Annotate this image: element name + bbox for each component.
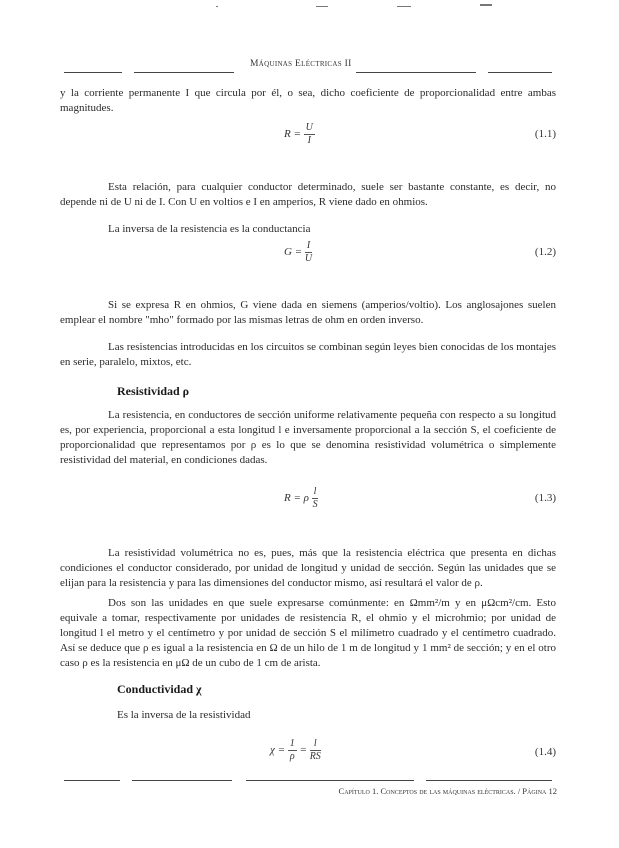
equation-number-1-2: (1.2) — [534, 246, 556, 258]
denominator: S — [312, 499, 318, 510]
equation-number-1-4: (1.4) — [534, 746, 556, 758]
fraction-one-over-rho — [288, 738, 297, 763]
fraction-l-over-s — [312, 486, 319, 511]
equation-1-4 — [270, 738, 321, 763]
header-rule-mid — [134, 72, 234, 73]
scan-speck — [480, 4, 492, 6]
scan-speck — [316, 6, 328, 7]
paragraph-volumetric-resistivity: La resistividad volumétrica no es, pues, más que la resistencia eléctrica que presenta en dichas condiciones el conductor considerado, por unidad de longitud y unidad de sección. Según las unidades que se elijan para la resistencia y para las dimensiones del conductor mismo, así resultará el valor de ρ. — [60, 547, 556, 589]
equation-1-4-lhs: χ = — [270, 744, 286, 757]
fraction-l-over-rs — [310, 738, 321, 763]
paragraph-conductivity-intro: Es la inversa de la resistividad — [117, 709, 251, 721]
paragraph-siemens: Si se expresa R en ohmios, G viene dada en siemens (amperios/voltio). Los anglosajones suelen emplear el nombre "mho" formado por las mismas letras de ohm en orden inverso. — [60, 299, 556, 326]
footer-rule-right — [426, 780, 552, 781]
equation-1-1 — [284, 122, 315, 147]
numerator: I — [306, 240, 311, 251]
denominator: RS — [309, 751, 321, 762]
denominator: I — [307, 135, 311, 146]
denominator: ρ — [289, 751, 295, 762]
equation-1-2 — [284, 240, 312, 265]
fraction-u-over-i — [304, 122, 315, 147]
numerator: l — [313, 486, 317, 497]
equation-1-2-lhs: G = — [284, 246, 303, 259]
equation-1-1-lhs: R = — [284, 128, 301, 141]
footer-rule-mid — [132, 780, 232, 781]
paragraph-continuation: y la corriente permanente I que circula por él, o sea, dicho coeficiente de proporcionalidad entre ambas magnitudes. — [60, 87, 556, 114]
equation-number-1-1: (1.1) — [534, 128, 556, 140]
scan-speck — [397, 6, 411, 7]
fraction-i-over-u — [305, 240, 312, 265]
numerator: 1 — [289, 738, 295, 749]
paragraph-relation: Esta relación, para cualquier conductor determinado, suele ser bastante constante, es decir, no depende ni de U ni de I. Con U en voltios e I en amperios, R viene dado en ohmios. — [60, 181, 556, 208]
section-heading-resistividad: Resistividad ρ — [117, 384, 190, 398]
paragraph-units: Dos son las unidades en que suele expresarse comúnmente: en Ωmm²/m y en μΩcm²/cm. Esto equivale a tomar, respectivamente por unidades de resistencia R, el ohmio y el microhmio; por unidad de longitud l el metro y el centímetro y por unidad de sección S el milímetro cuadrado y el centímetro cuadrado. Así se deduce que ρ es igual a la resistencia en Ω de un hilo de 1 m de longitud y 1 mm² de sección; y en el otro caso ρ es la resistencia en μΩ de un cubo de 1 cm de arista. — [60, 597, 556, 669]
numerator: U — [305, 122, 313, 133]
paragraph-combinations: Las resistencias introducidas en los circuitos se combinan según leyes bien conocidas de los montajes en serie, paralelo, mixtos, etc. — [60, 341, 556, 368]
header-rule-left — [64, 72, 122, 73]
footer-rule-left — [64, 780, 120, 781]
footer-chapter-page: Capítulo 1. Conceptos de las máquinas eléctricas. / Página 12 — [338, 786, 557, 796]
footer-rule-center — [246, 780, 414, 781]
header-rule-far-right — [488, 72, 552, 73]
scan-speck — [216, 6, 218, 7]
equation-number-1-3: (1.3) — [534, 492, 556, 504]
numerator: l — [310, 738, 321, 751]
header-rule-right — [356, 72, 476, 73]
paragraph-conductance-intro: La inversa de la resistencia es la conductancia — [108, 223, 311, 235]
equation-1-4-equals: = — [299, 744, 307, 757]
equation-1-3 — [284, 486, 318, 511]
denominator: U — [304, 253, 313, 264]
equation-1-3-lhs: R = ρ — [284, 492, 309, 505]
header-title: Máquinas Eléctricas II — [250, 59, 352, 69]
section-heading-conductividad: Conductividad χ — [117, 682, 202, 696]
paragraph-resistivity-definition: La resistencia, en conductores de sección uniforme relativamente pequeña con respecto a su longitud es, por experiencia, proporcional a esta longitud l e inversamente proporcional a la sección S, el coeficiente de proporcionalidad que representamos por ρ es lo que se denomina resistividad volumétrica o simplemente resistividad del material, en condiciones dadas. — [60, 409, 556, 466]
